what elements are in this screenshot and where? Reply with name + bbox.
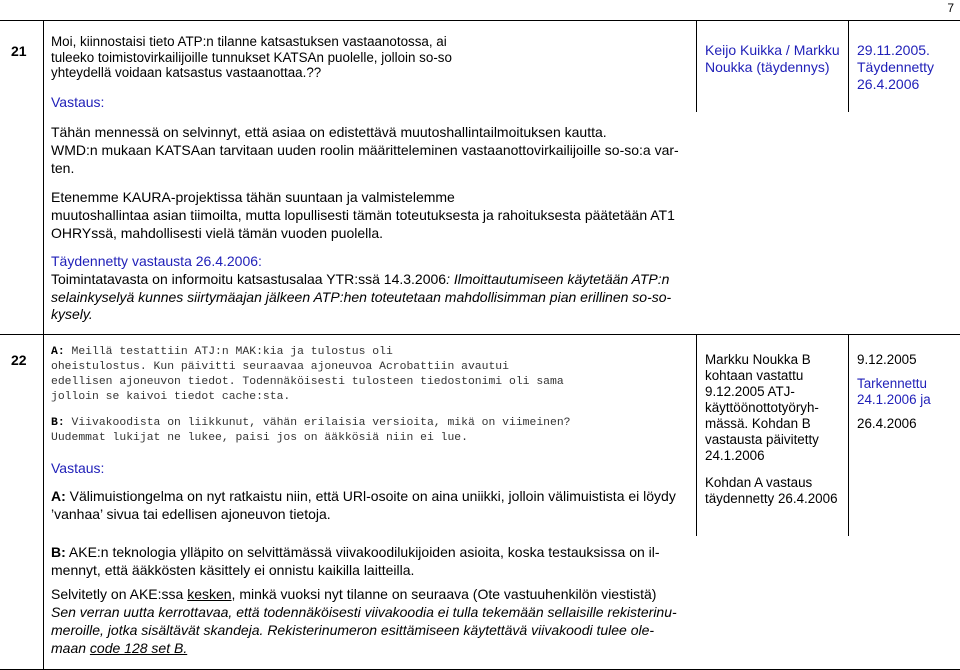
row-number: 21 <box>11 43 27 59</box>
question-line: yhteydellä voidaan katsastus vastaanottaa.?? <box>51 65 322 80</box>
date-line: 26.4.2006 <box>857 76 920 92</box>
text-line: ten. <box>51 160 75 176</box>
supplement-italic: : Ilmoittautumiseen käytetään ATP:n <box>446 271 670 287</box>
quote-line: meroille, jotka sisältävät skandeja. Rekisterinumeron esittämiseen käytettävä viivakoodi tulee ole- <box>51 622 655 638</box>
status-text: Selvitetly on AKE:ssa <box>51 586 188 602</box>
column-divider <box>696 20 697 112</box>
date-line: Tarkennettu <box>857 376 927 391</box>
column-divider <box>43 20 44 670</box>
label-a: A: <box>51 346 65 358</box>
page-number: 7 <box>947 1 954 15</box>
code-line <box>51 344 393 360</box>
answer-b-status-line <box>51 586 656 602</box>
label-b: B: <box>51 417 65 429</box>
text-line: muutoshallintaa asian tiimoilta, mutta lopullisesti tämän toteutuksesta ja rahoituksesta päätetään AT1 <box>51 207 675 223</box>
quote-underlined: code 128 set B. <box>89 640 188 656</box>
date-line: 24.1.2006 ja <box>857 392 931 407</box>
date-line: 29.11.2005. <box>857 42 930 58</box>
question-line: Moi, kiinnostaisi tieto ATP:n tilanne katsastuksen vastaanotossa, ai <box>51 34 447 49</box>
code-line <box>51 415 571 431</box>
date-line: 9.12.2005 <box>857 352 917 367</box>
date-line: 26.4.2006 <box>857 416 917 431</box>
supplement-italic-line: selainkyselyä kunnes siirtymäajan jälkeen ATP:hen toteutetaan mahdollisimman pian erillinen so-so- <box>51 289 672 305</box>
author-line: täydennetty 26.4.2006 <box>705 491 838 506</box>
quote-line <box>51 640 187 656</box>
supplement-italic-line: kysely. <box>51 306 93 322</box>
code-line: oheistulostus. Kun päivitti seuraavaa ajoneuvoa Acrobattiin avautui <box>51 361 509 373</box>
answer-a-label: A: <box>51 488 66 504</box>
quote-text: maan <box>51 640 90 656</box>
column-divider <box>848 334 849 536</box>
date-line: Täydennetty <box>857 59 935 75</box>
author-line: Markku Noukka B <box>705 352 811 367</box>
author-line: kohtaan vastattu <box>705 368 804 383</box>
author-line: 9.12.2005 ATJ- <box>705 384 795 399</box>
supplement-title: Täydennetty vastausta 26.4.2006: <box>51 253 262 269</box>
answer-label: Vastaus: <box>51 94 105 110</box>
text-line: OHRYssä, mahdollisesti vielä tämän vuoden puolella. <box>51 225 384 241</box>
column-divider <box>696 334 697 536</box>
question-line: tuleeko toimistovirkailijoille tunnukset KATSAn puolelle, jolloin so-so <box>51 50 452 65</box>
code-text: Meillä testattiin ATJ:n MAK:kia ja tulostus oli <box>64 346 393 358</box>
answer-a-line: ’vanhaa’ sivua tai edellisen ajoneuvon tietoja. <box>51 506 331 522</box>
answer-b-label: B: <box>51 544 66 560</box>
author-line: 24.1.2006 <box>705 448 765 463</box>
table-row-divider <box>0 334 960 335</box>
quote-line: Sen verran uutta kerrottavaa, että todennäköisesti viivakoodia ei tulla tekemään sellaisille rekisterinu- <box>51 604 677 620</box>
answer-a-text: Välimuistiongelma on nyt ratkaistu niin, että URl-osoite on aina uniikki, jolloin välimuistista ei löydy <box>65 488 676 504</box>
answer-b-line: mennyt, että ääkkösten käsittely ei onnistu kaikilla laitteilla. <box>51 562 415 578</box>
answer-label: Vastaus: <box>51 460 105 476</box>
author-line: mässä. Kohdan B <box>705 416 811 431</box>
code-line: Uudemmat lukijat ne lukee, paisi jos on ääkkösiä niin ei lue. <box>51 432 468 444</box>
table-border-top <box>0 20 960 21</box>
status-text: , minkä vuoksi nyt tilanne on seuraava (Ote vastuuhenkilön viestistä) <box>231 586 657 602</box>
supplement-plain: Toimintatavasta on informoitu katsastusalaa YTR:ssä 14.3.2006 <box>51 271 447 287</box>
text-line: Etenemme KAURA-projektissa tähän suuntaan ja valmistelemme <box>51 189 455 205</box>
author-line: käyttöönottotyöryh- <box>705 400 819 415</box>
code-line: jolloin se kaivoi tiedot cache:sta. <box>51 391 291 403</box>
answer-b-line <box>51 544 660 560</box>
answer-a-line <box>51 488 676 504</box>
author-line: Noukka (täydennys) <box>705 59 830 75</box>
author-line: Kohdan A vastaus <box>705 475 813 490</box>
code-text: Viivakoodista on liikkunut, vähän erilaisia versioita, mikä on viimeinen? <box>64 417 571 429</box>
column-divider <box>848 20 849 112</box>
answer-b-text: AKE:n teknologia ylläpito on selvittämässä viivakoodilukijoiden asioita, koska testauksissa on il- <box>65 544 660 560</box>
status-underlined: kesken <box>187 586 232 602</box>
author-line: Keijo Kuikka / Markku <box>705 42 840 58</box>
supplement-line <box>51 271 669 287</box>
row-number: 22 <box>11 352 27 368</box>
text-line: Tähän mennessä on selvinnyt, että asiaa on edistettävä muutoshallintailmoituksen kautta. <box>51 124 607 140</box>
text-line: WMD:n mukaan KATSAan tarvitaan uuden roolin määritteleminen vastaanottovirkailijoille so-so:a var- <box>51 142 679 158</box>
code-line: edellisen ajoneuvon tiedot. Todennäköisesti tulosteen tiedostonimi oli sama <box>51 376 564 388</box>
author-line: vastausta päivitetty <box>705 432 819 447</box>
